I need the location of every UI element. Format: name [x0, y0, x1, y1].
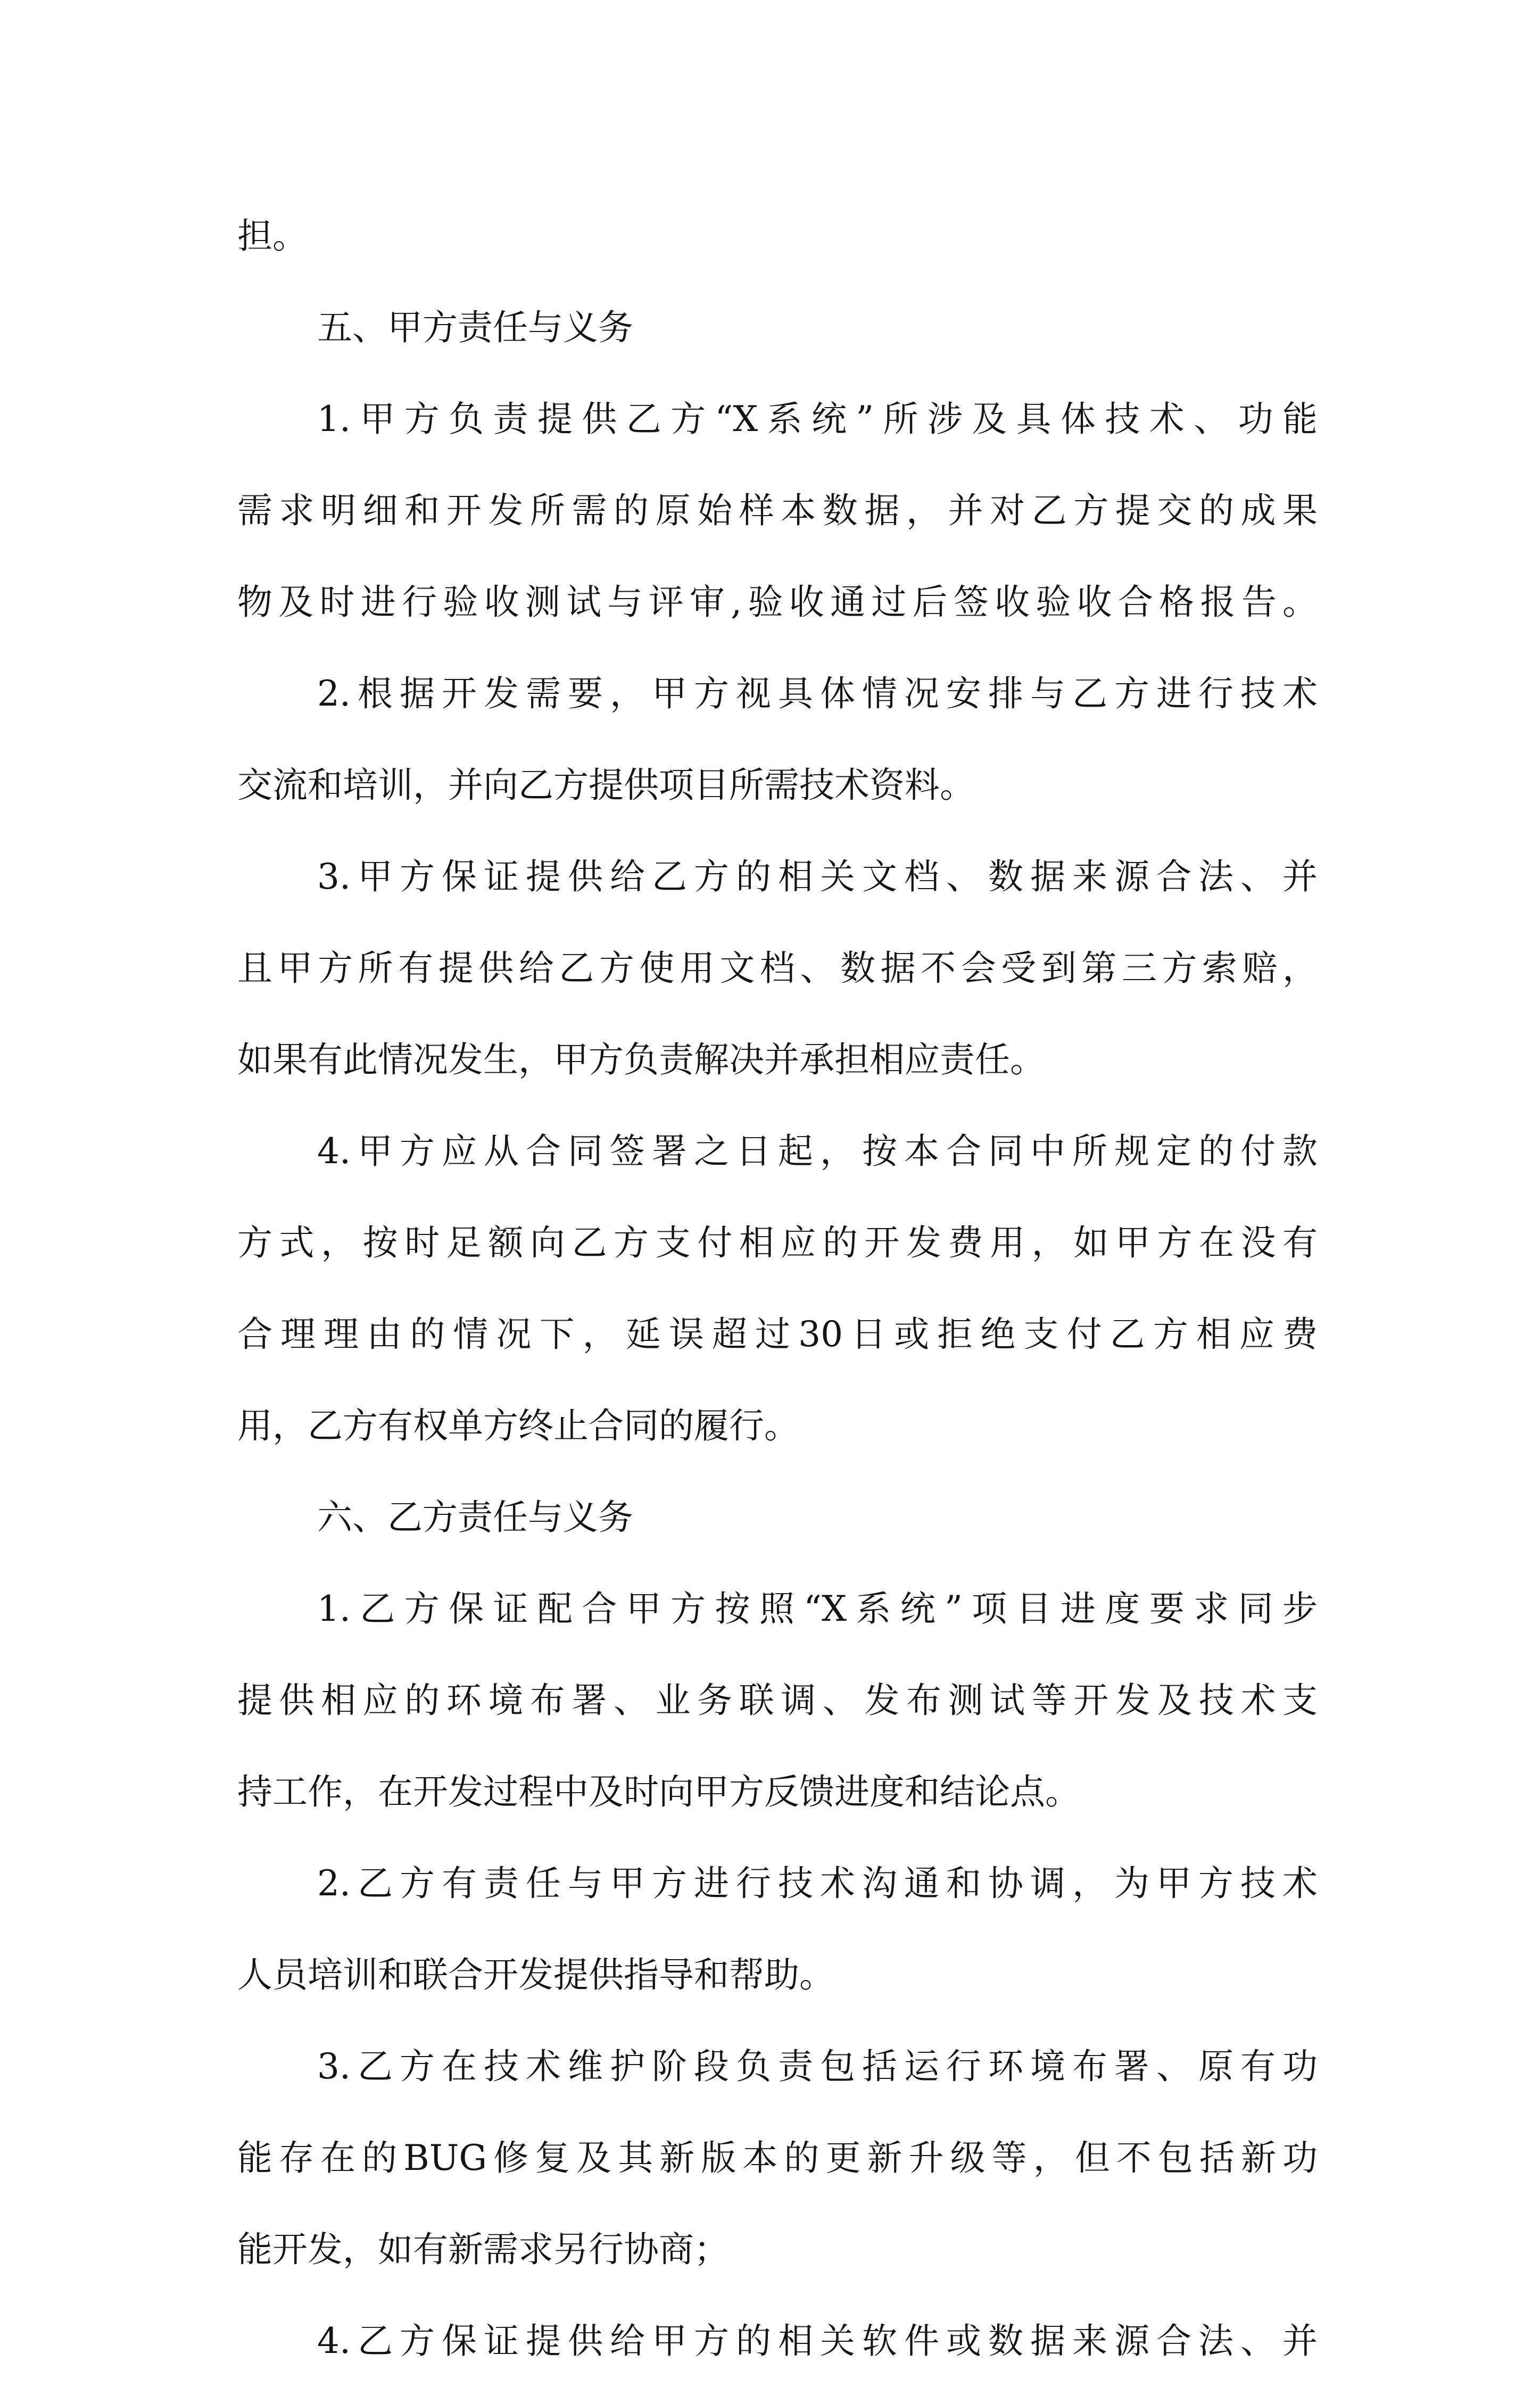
text-line: 物及时进行验收测试与评审,验收通过后签收验收合格报告。	[237, 582, 1318, 623]
text-line: 4.甲方应从合同签署之日起，按本合同中所规定的付款	[317, 1131, 1318, 1172]
text-line: 用，乙方有权单方终止合同的履行。	[237, 1405, 799, 1446]
text-line: 4.乙方保证提供给甲方的相关软件或数据来源合法、并	[317, 2320, 1318, 2361]
section-heading: 六、乙方责任与义务	[317, 1497, 633, 1538]
text-line: 交流和培训，并向乙方提供项目所需技术资料。	[237, 765, 975, 806]
text-line: 人员培训和联合开发提供指导和帮助。	[237, 1954, 834, 1995]
text-line: 2.乙方有责任与甲方进行技术沟通和协调，为甲方技术	[317, 1863, 1318, 1904]
text-line: 能存在的BUG修复及其新版本的更新升级等，但不包括新功	[237, 2137, 1318, 2178]
document-body	[237, 190, 1318, 2387]
text-line: 合理理由的情况下，延误超过30日或拒绝支付乙方相应费	[237, 1314, 1318, 1355]
text-line: 2.根据开发需要，甲方视具体情况安排与乙方进行技术	[317, 673, 1318, 714]
text-line: 如果有此情况发生，甲方负责解决并承担相应责任。	[237, 1039, 1045, 1080]
text-line: 提供相应的环境布署、业务联调、发布测试等开发及技术支	[237, 1680, 1318, 1721]
text-line: 且甲方所有提供给乙方使用文档、数据不会受到第三方索赔，	[237, 948, 1318, 989]
text-line: 1.乙方保证配合甲方按照“X系统”项目进度要求同步	[317, 1588, 1318, 1629]
text-line: 需求明细和开发所需的原始样本数据，并对乙方提交的成果	[237, 490, 1318, 531]
text-line: 能开发，如有新需求另行协商；	[237, 2229, 729, 2270]
text-line: 1.甲方负责提供乙方“X系统”所涉及具体技术、功能	[317, 399, 1318, 440]
section-heading: 五、甲方责任与义务	[317, 307, 633, 348]
text-line: 持工作，在开发过程中及时向甲方反馈进度和结论点。	[237, 1771, 1080, 1812]
text-line: 3.乙方在技术维护阶段负责包括运行环境布署、原有功	[317, 2046, 1318, 2087]
text-line: 方式，按时足额向乙方支付相应的开发费用，如甲方在没有	[237, 1222, 1318, 1263]
text-line: 担。	[237, 216, 308, 256]
text-line: 3.甲方保证提供给乙方的相关文档、数据来源合法、并	[317, 856, 1318, 897]
